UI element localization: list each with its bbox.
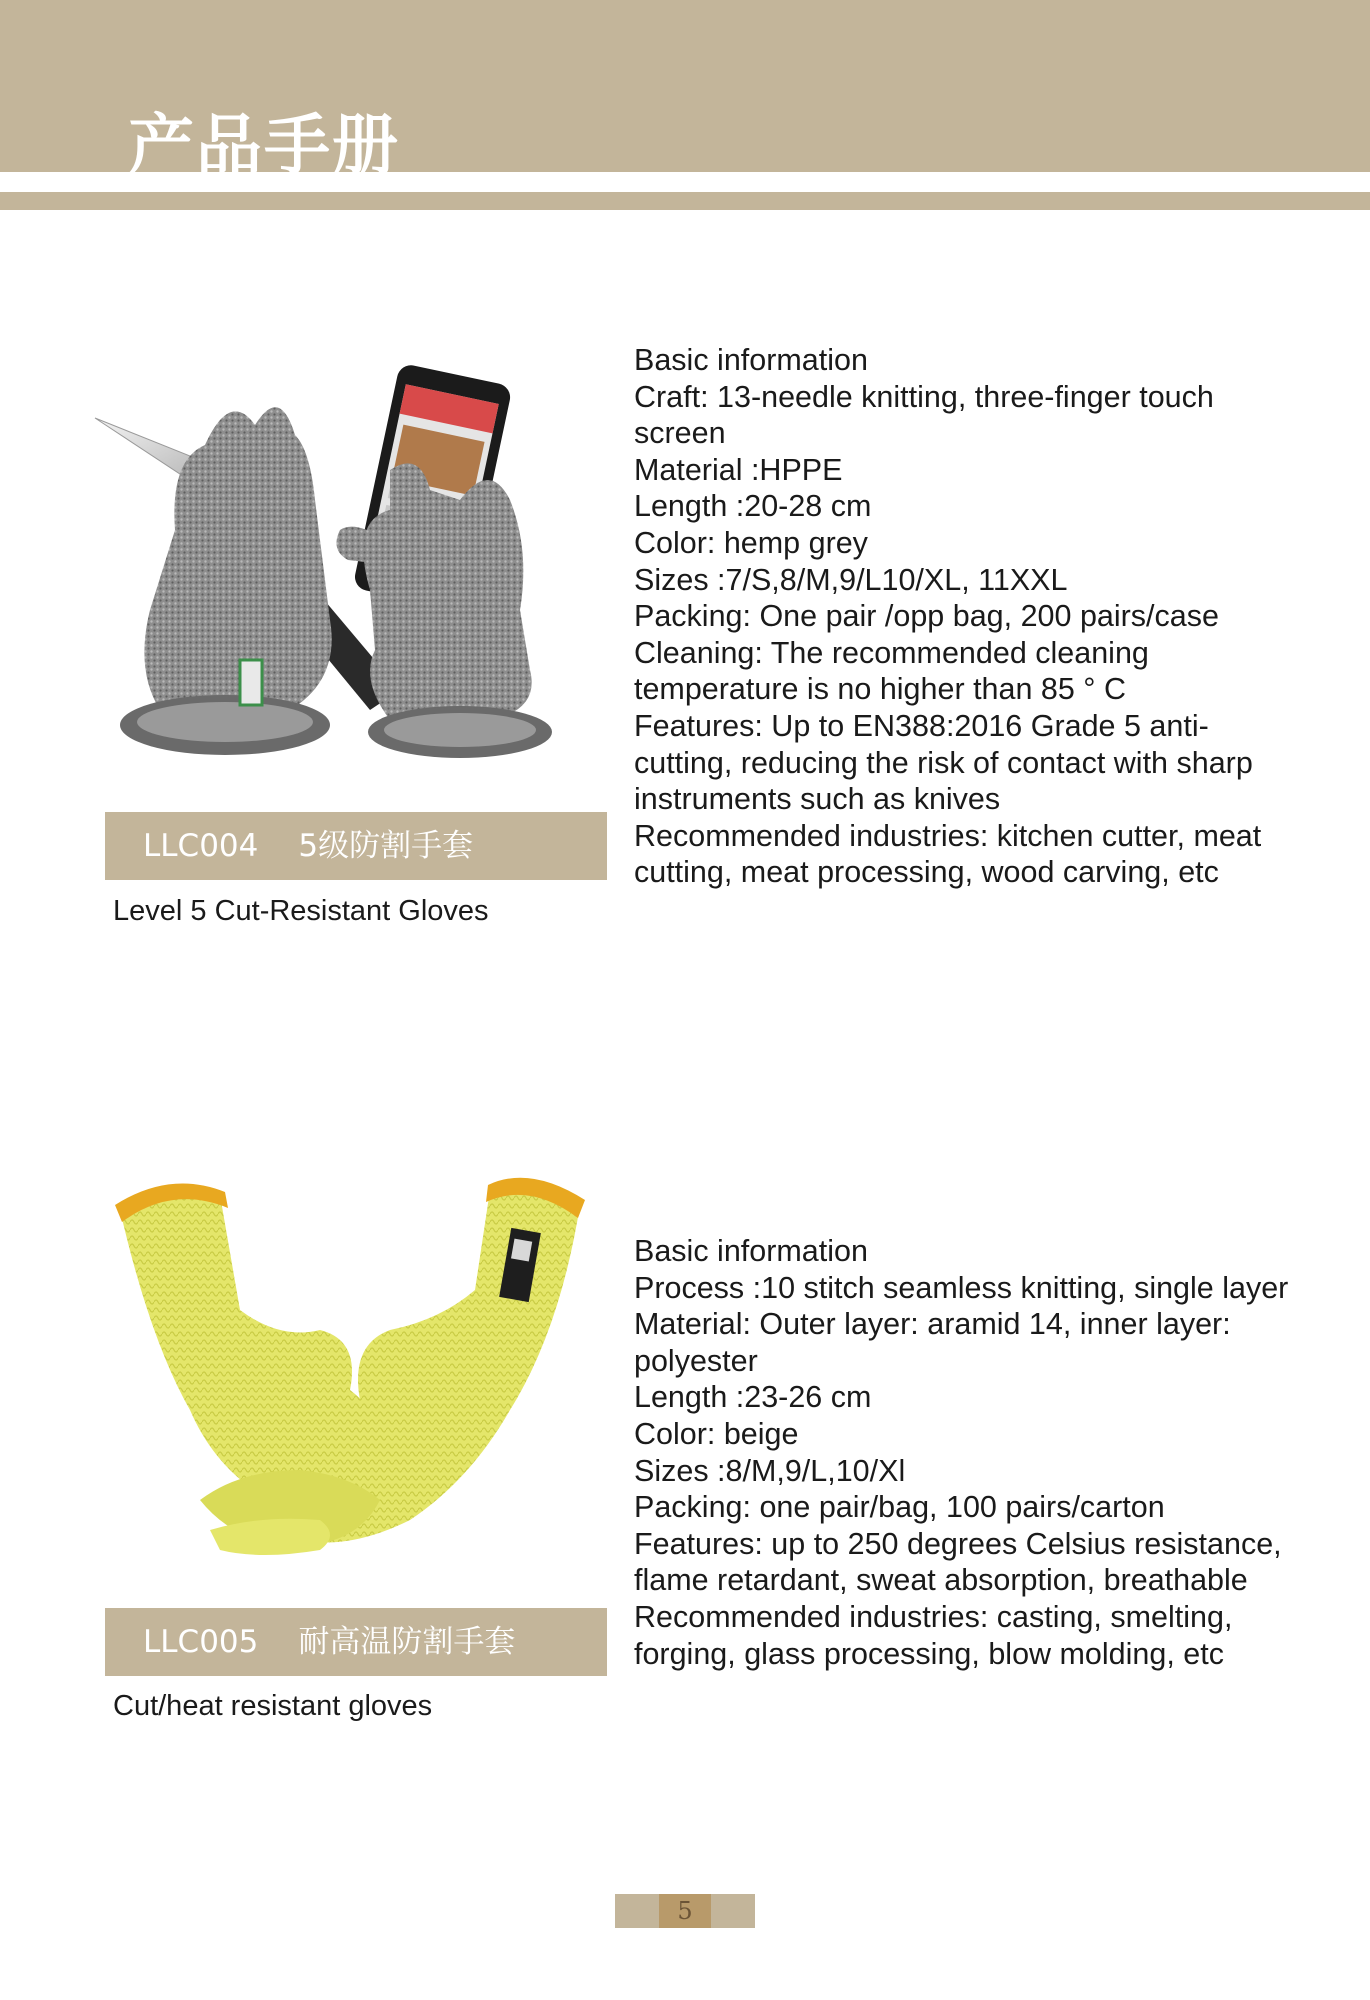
info-line: Length :23-26 cm: [634, 1380, 872, 1415]
info-line: Process :10 stitch seamless knitting, single layer: [634, 1270, 1289, 1305]
grey-cut-resistant-gloves-photo: [90, 350, 610, 810]
info-line: flame retardant, sweat absorption, breathable: [634, 1563, 1248, 1598]
product-card-llc004: [0, 330, 1370, 950]
page-number: 5: [659, 1894, 711, 1928]
info-line: Basic information: [634, 343, 868, 377]
page-header: [0, 0, 1370, 184]
product-code: LLC005: [143, 1624, 259, 1660]
product-cn-name: 耐高温防割手套: [298, 1624, 516, 1660]
info-line: Features: up to 250 degrees Celsius resistance,: [634, 1526, 1282, 1561]
product-card-llc005: [0, 1170, 1370, 1770]
product-info-block: [634, 1233, 1344, 1672]
info-line: Material: Outer layer: aramid 14, inner layer:: [634, 1307, 1231, 1342]
product-code-bar: [105, 812, 607, 880]
info-line: Packing: One pair /opp bag, 200 pairs/case: [634, 599, 1219, 634]
info-line: Craft: 13-needle knitting, three-finger touch: [634, 379, 1214, 414]
info-line: Material :HPPE: [634, 452, 843, 487]
product-code-bar: [105, 1608, 607, 1676]
product-en-name: Cut/heat resistant gloves: [113, 1690, 433, 1722]
info-line: Color: beige: [634, 1416, 799, 1451]
product-cn-name: 5级防割手套: [298, 828, 474, 864]
info-line: Recommended industries: kitchen cutter, meat: [634, 818, 1262, 853]
info-line: Color: hemp grey: [634, 525, 868, 560]
info-line: screen: [634, 416, 726, 451]
product-info-block: [634, 342, 1344, 891]
yellow-heat-resistant-gloves-photo: [90, 1170, 610, 1600]
info-line: forging, glass processing, blow molding, etc: [634, 1636, 1224, 1671]
info-line: Length :20-28 cm: [634, 489, 872, 524]
info-line: cutting, reducing the risk of contact with sharp: [634, 745, 1253, 780]
info-line: Sizes :7/S,8/M,9/L10/XL, 11XXL: [634, 562, 1068, 597]
header-stripe: [0, 192, 1370, 210]
info-line: Features: Up to EN388:2016 Grade 5 anti-: [634, 708, 1209, 743]
header-title: 产品手册: [128, 107, 400, 184]
info-line: Basic information: [634, 1234, 868, 1268]
info-line: temperature is no higher than 85 ° C: [634, 672, 1127, 707]
info-line: Recommended industries: casting, smelting,: [634, 1599, 1233, 1634]
info-line: Sizes :8/M,9/L,10/Xl: [634, 1453, 906, 1488]
product-code: LLC004: [143, 828, 259, 864]
product-en-name: Level 5 Cut-Resistant Gloves: [113, 895, 489, 927]
info-line: instruments such as knives: [634, 782, 1001, 817]
info-line: Cleaning: The recommended cleaning: [634, 635, 1149, 670]
page-number-badge: [615, 1894, 755, 1928]
info-line: polyester: [634, 1343, 758, 1378]
info-line: cutting, meat processing, wood carving, etc: [634, 855, 1219, 890]
info-line: Packing: one pair/bag, 100 pairs/carton: [634, 1490, 1165, 1525]
